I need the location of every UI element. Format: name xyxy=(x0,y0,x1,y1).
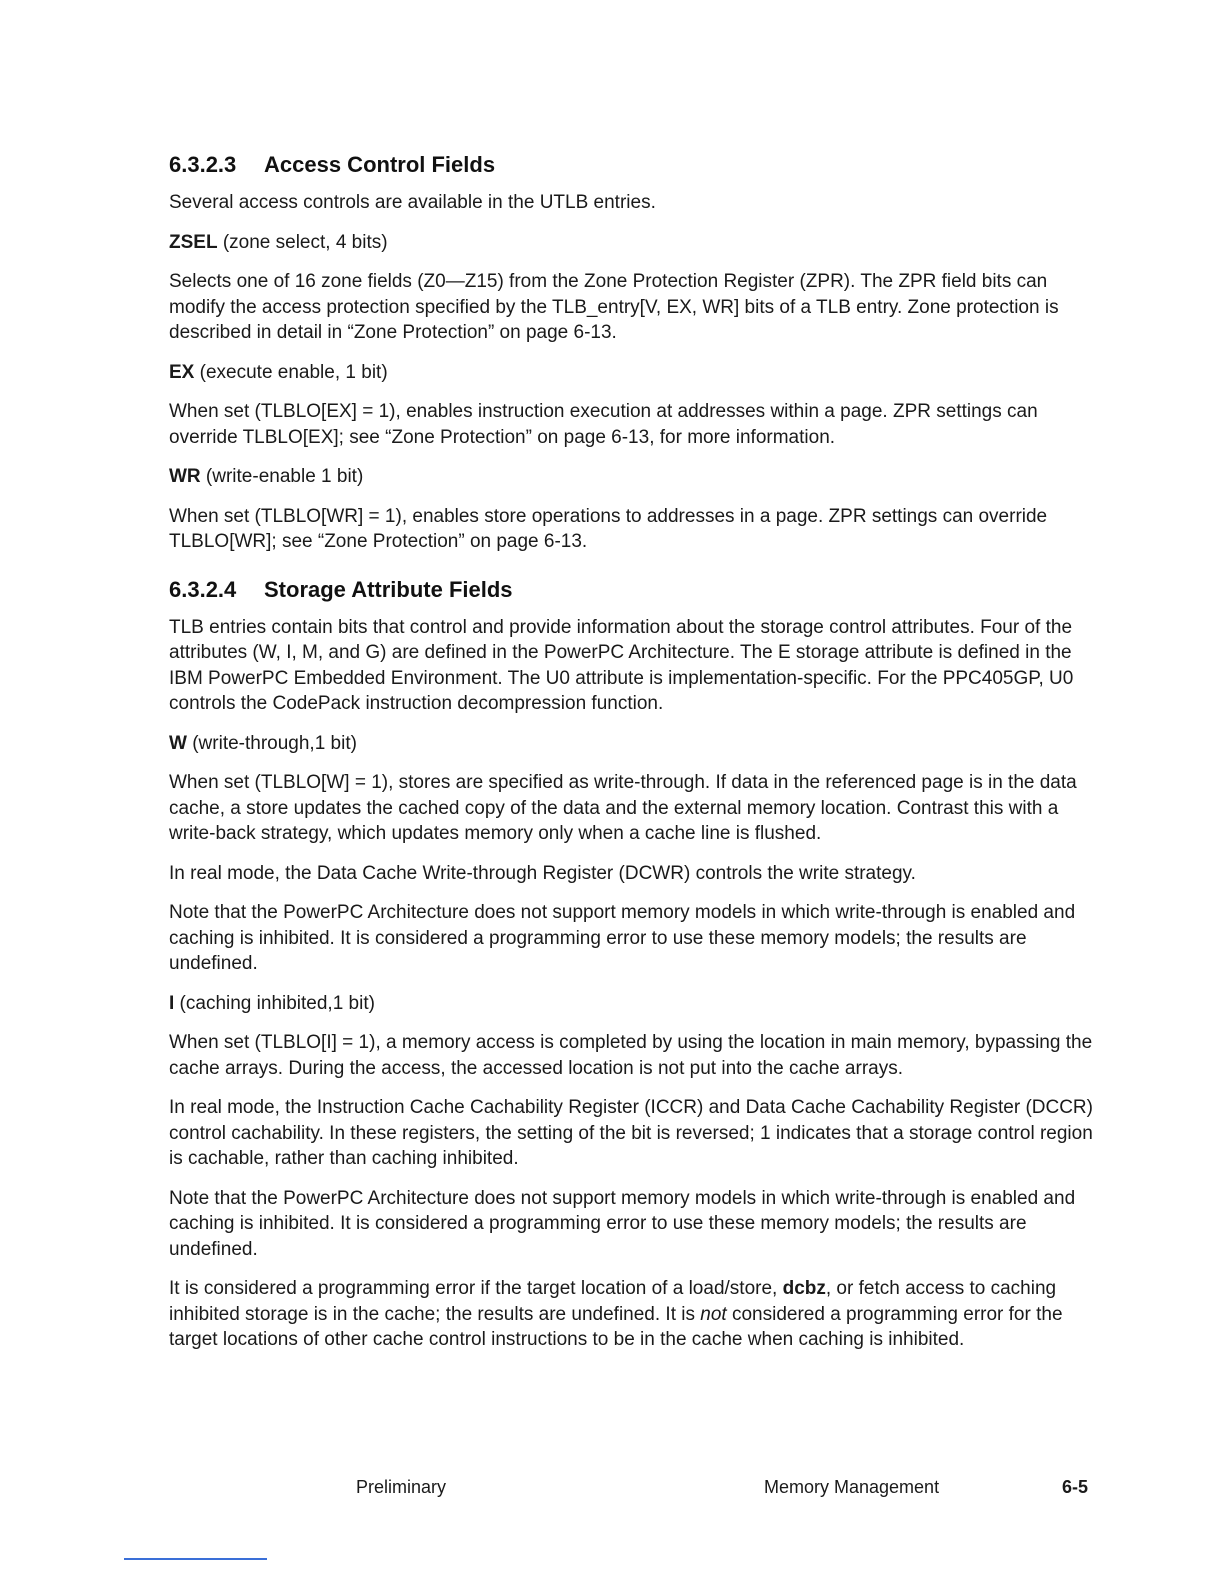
paragraph: Note that the PowerPC Architecture does not support memory models in which write-through is enabled and caching is inhibited. It is considered a programming error to use these memory models; the results are undefined. xyxy=(169,902,1076,974)
page-footer xyxy=(0,1477,1224,1501)
paragraph: When set (TLBLO[I] = 1), a memory access is completed by using the location in main memory, bypassing the cache arrays. During the access, the accessed location is not put into the cache arrays. xyxy=(169,1032,1093,1079)
field-term: EX xyxy=(169,361,195,383)
instruction-name: dcbz xyxy=(782,1278,826,1299)
section-heading-access-control xyxy=(169,150,1094,180)
text-run: , or fetch access to caching inhibited storage is in the cache; the results are undefined. It is xyxy=(169,1278,1057,1325)
section-title: Storage Attribute Fields xyxy=(264,576,513,602)
paragraph xyxy=(169,1276,1094,1353)
bottom-rule xyxy=(124,1558,267,1560)
field-term: W xyxy=(169,732,187,754)
field-heading-ex xyxy=(169,360,1094,386)
field-desc: (caching inhibited,1 bit) xyxy=(174,992,375,1014)
field-desc: (execute enable, 1 bit) xyxy=(194,361,388,383)
paragraph: TLB entries contain bits that control and provide information about the storage control attributes. Four of the attributes (W, I, M, and G) are defined in the PowerPC Architecture. The E storage attribute is defined in the IBM PowerPC Embedded Environment. The U0 attribute is implementation-specific. For the PPC405GP, U0 controls the CodePack instruction decompression function. xyxy=(169,616,1074,714)
section-number: 6.3.2.4 xyxy=(169,576,237,602)
field-desc: (write-through,1 bit) xyxy=(186,732,357,754)
field-term: WR xyxy=(169,466,201,487)
field-heading-i xyxy=(169,991,1094,1017)
emphasis: not xyxy=(700,1303,727,1325)
section-number: 6.3.2.3 xyxy=(169,152,237,177)
paragraph: Note that the PowerPC Architecture does not support memory models in which write-through is enabled and caching is inhibited. It is considered a programming error to use these memory models; the results are undefined. xyxy=(169,1187,1076,1260)
paragraph: When set (TLBLO[WR] = 1), enables store operations to addresses in a page. ZPR settings can override TLBLO[WR]; see “Zone Protection” on page 6-13. xyxy=(169,505,1048,552)
paragraph: When set (TLBLO[W] = 1), stores are specified as write-through. If data in the referenced page is in the data cache, a store updates the cached copy of the data and the external memory location. Contrast this with a write-back strategy, which updates memory only when a cache line is flushed. xyxy=(169,772,1077,844)
paragraph: In real mode, the Instruction Cache Cachability Register (ICCR) and Data Cache Cachability Register (DCCR) control cachability. In these registers, the setting of the bit is reversed; 1 indicates that a storage control region is cachable, rather than caching inhibited. xyxy=(169,1097,1093,1169)
field-term: I xyxy=(169,992,175,1014)
document-body xyxy=(169,150,1094,1367)
field-heading-wr xyxy=(169,464,1094,490)
field-term: ZSEL xyxy=(169,231,218,253)
section-title: Access Control Fields xyxy=(264,152,496,177)
footer-status: Preliminary xyxy=(356,1477,447,1497)
field-desc: (write-enable 1 bit) xyxy=(200,466,364,487)
paragraph: Selects one of 16 zone fields (Z0—Z15) from the Zone Protection Register (ZPR). The ZPR field bits can modify the access protection specified by the TLB_entry[V, EX, WR] bits of a TLB entry. Zone protection is described in detail in “Zone Protection” on page 6-13. xyxy=(169,271,1059,343)
paragraph: When set (TLBLO[EX] = 1), enables instruction execution at addresses within a page. ZPR settings can override TLBLO[EX]; see “Zone Protection” on page 6-13, for more information. xyxy=(169,401,1038,448)
section-heading-storage-attribute xyxy=(169,575,1094,605)
field-heading-zsel xyxy=(169,230,1094,256)
text-run: It is considered a programming error if the target location of a load/store, xyxy=(169,1278,783,1299)
paragraph: In real mode, the Data Cache Write-through Register (DCWR) controls the write strategy. xyxy=(169,862,916,884)
field-heading-w xyxy=(169,731,1094,757)
footer-chapter: Memory Management xyxy=(764,1477,940,1497)
text-run: considered a programming error for the target locations of other cache control instructions to be in the cache when caching is inhibited. xyxy=(169,1303,1063,1350)
field-desc: (zone select, 4 bits) xyxy=(217,231,388,253)
page-number: 6-5 xyxy=(1062,1477,1089,1497)
paragraph: Several access controls are available in the UTLB entries. xyxy=(169,192,656,213)
